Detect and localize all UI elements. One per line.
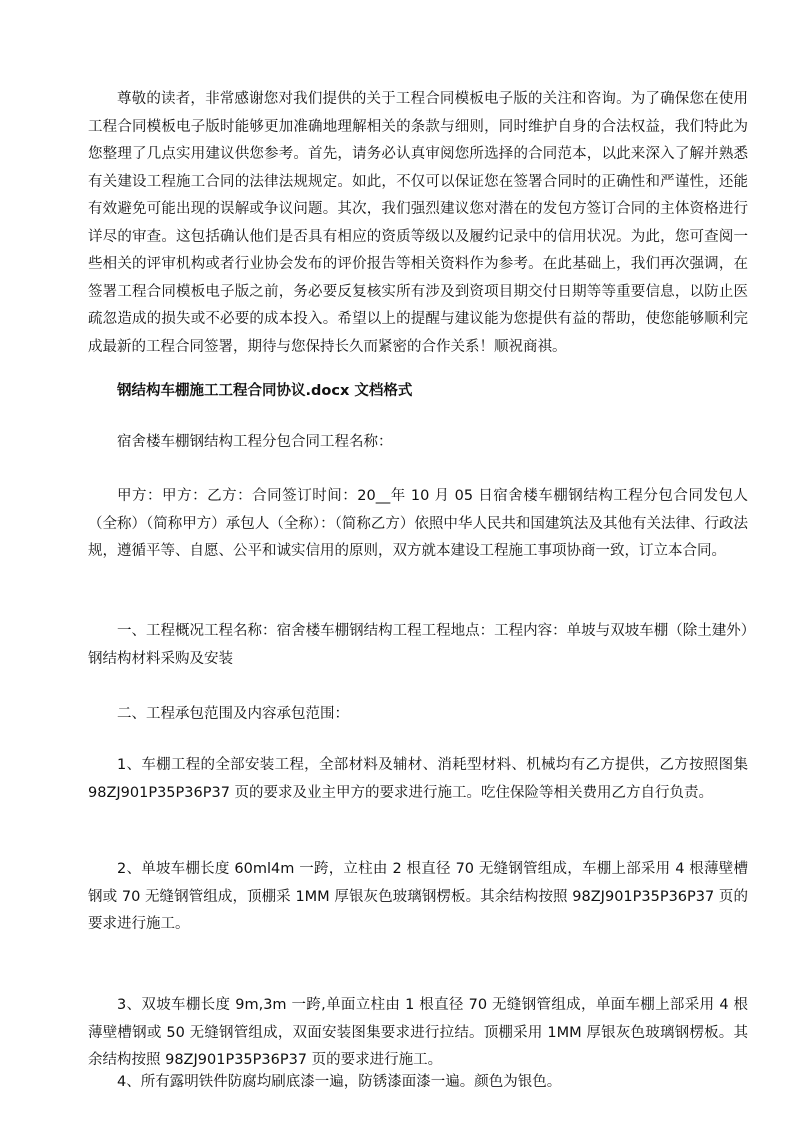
scope-item-2: 2、单坡车棚长度 60ml4m 一跨，立柱由 2 根直径 70 无缝钢管组成，车棚上部采用 4 根薄壁槽钢或 70 无缝钢管组成，顶棚采 1MM 厚银灰色玻璃钢楞板。其余结构按照 98ZJ901P35P36P37 页的要求进行施工。: [88, 861, 748, 932]
document-title: 钢结构车棚施工工程合同协议.docx 文档格式: [117, 383, 413, 399]
scope-item-3: 3、双坡车棚长度 9m,3m 一跨,单面立柱由 1 根直径 70 无缝钢管组成，单面车棚上部采用 4 根薄壁槽钢或 50 无缝钢管组成，双面安装图集要求进行拉结。顶棚采用 1MM 厚银灰色玻璃钢楞板。其余结构按照 98ZJ901P35P36P37 页的要求进行施工。: [88, 997, 748, 1068]
parties-paragraph: 甲方：甲方：乙方：合同签订时间：20__年 10 月 05 日宿舍楼车棚钢结构工程分包合同发包人（全称）（简称甲方）承包人（全称）：（简称乙方）依照中华人民共和国建筑法及其他有关法律、行政法规，遵循平等、自愿、公平和诚实信用的原则，双方就本建设工程施工事项协商一致，订立本合同。: [88, 488, 748, 559]
scope-item-4: 4、所有露明铁件防腐均刷底漆一遍，防锈漆面漆一遍。颜色为银色。: [117, 1074, 562, 1090]
scope-item-1: 1、车棚工程的全部安装工程，全部材料及辅材、消耗型材料、机械均有乙方提供，乙方按照图集 98ZJ901P35P36P37 页的要求及业主甲方的要求进行施工。吃住保险等相关费用乙方自行负责。: [88, 757, 748, 801]
intro-paragraph: 尊敬的读者，非常感谢您对我们提供的关于工程合同模板电子版的关注和咨询。为了确保您在使用工程合同模板电子版时能够更加准确地理解相关的条款与细则，同时维护自身的合法权益，我们特此为您整理了几点实用建议供您参考。首先，请务必认真审阅您所选择的合同范本，以此来深入了解并熟悉有关建设工程施工合同的法律法规规定。如此，不仅可以保证您在签署合同时的正确性和严谨性，还能有效避免可能出现的误解或争议问题。其次，我们强烈建议您对潜在的发包方签订合同的主体资格进行详尽的审查。这包括确认他们是否具有相应的资质等级以及履约记录中的信用状况。为此，您可查阅一些相关的评审机构或者行业协会发布的评价报告等相关资料作为参考。在此基础上，我们再次强调，在签署工程合同模板电子版之前，务必要反复核实所有涉及到资项目期交付日期等等重要信息，以防止医疏忽造成的损失或不必要的成本投入。希望以上的提醒与建议能为您提供有益的帮助，使您能够顺利完成最新的工程合同签署，期待与您保持长久而紧密的合作关系！顺祝商祺。: [88, 91, 748, 355]
section-project-overview: 一、工程概况工程名称：宿舍楼车棚钢结构工程工程地点：工程内容：单坡与双坡车棚（除土建外）钢结构材料采购及安装: [88, 623, 748, 667]
project-name-paragraph: 宿舍楼车棚钢结构工程分包合同工程名称：: [117, 434, 393, 450]
section-scope: 二、工程承包范围及内容承包范围：: [117, 706, 349, 722]
